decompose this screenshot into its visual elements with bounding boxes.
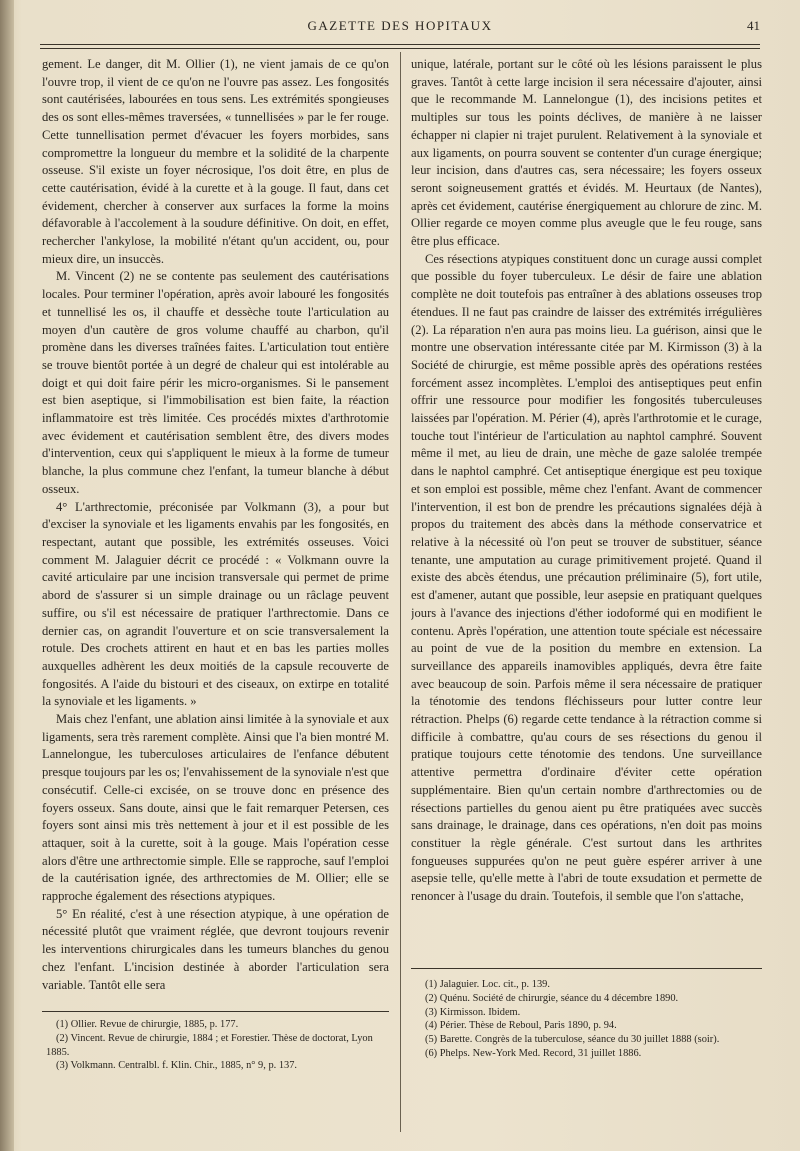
header-double-rule [40, 44, 760, 49]
footnote: (2) Vincent. Revue de chirurgie, 1884 ; et Forestier. Thèse de doctorat, Lyon 1885. [46, 1032, 373, 1058]
footnote: (1) Jalaguier. Loc. cit., p. 139. [425, 979, 550, 990]
footnote: (6) Phelps. New-York Med. Record, 31 juillet 1886. [425, 1047, 642, 1059]
paragraph: 4° L'arthrectomie, préconisée par Volkmann (3), a pour but d'exciser la synoviale et les ligaments envahis par les fongosités, en respectant, autant que possible, les extrémités osseuses. Voici comment M. Jalaguier décrit ce procédé : « Volkmann ouvre la cavité articulaire par une incision transversale qui permet de prime abord de s'assurer si un simple drainage ou un râclage peuvent suffire, ou s'il est nécessaire de pratiquer l'arthrectomie. Dans ce dernier cas, on agrandit l'ouverture et on scie transversalement la rotule. Des crochets attirent en haut et en bas les parties molles auxquelles adhèrent les deux moitiés de la capsule recouverte de fongosités. A l'aide du bistouri et des ciseaux, on extirpe en totalité la synoviale et les ligaments. » [42, 499, 389, 709]
left-column [42, 56, 389, 1001]
footnote-rule-right [411, 968, 762, 969]
footnotes-right [415, 978, 762, 1061]
page-header [40, 18, 760, 40]
footnote: (3) Volkmann. Centralbl. f. Klin. Chir., 1885, n° 9, p. 137. [56, 1060, 298, 1072]
footnotes-left [46, 1018, 389, 1073]
paragraph: 5° En réalité, c'est à une résection atypique, à une opération de nécessité plutôt que vraiment réglée, que devront toujours revenir les interventions chirurgicales dans les tumeurs blanches du genou chez l'enfant. L'incision destinée à aborder l'articulation sera variable. Tantôt elle sera [42, 906, 389, 992]
page-binding-edge [0, 0, 14, 1151]
footnote: (4) Périer. Thèse de Reboul, Paris 1890, p. 94. [425, 1020, 617, 1032]
footnote-rule-left [42, 1011, 389, 1012]
paragraph: Mais chez l'enfant, une ablation ainsi limitée à la synoviale et aux ligaments, sera très rarement complète. Ainsi que l'a bien montré M. Lannelongue, les tuberculoses articulaires de l'enfance débutent presque toujours par les os; l'envahissement de la synoviale n'est que consécutif. Celle-ci excisée, on se trouve donc en présence des foyers osseux. Sans doute, ainsi que le fait remarquer Petersen, ces foyers sont ainsi mis très nettement à jour et il est possible de les attaquer, soit à la curette, soit à la gouge. Mais l'opération cesse alors d'être une arthrectomie simple. Elle se rapproche, sauf l'emploi de la cautérisation ignée, des arthrectomies de M. Ollier; elle se rapproche également des résections atypiques. [42, 712, 389, 904]
right-column [411, 56, 762, 1001]
paragraph: gement. Le danger, dit M. Ollier (1), ne vient jamais de ce qu'on l'ouvre trop, il vient de ce qu'on ne l'ouvre pas assez. Les fongosités sont cautérisées, labourées en tous sens. Les extrémités spongieuses des os sont elles-mêmes traversées, « tunnellisées » par le fer rouge. Cette tunnellisation permet d'évacuer les foyers morbides, sans compromettre la longueur du membre et la solidité de la charpente osseuse. S'il existe un foyer nécrosique, l'os doit être, en plus de cette cautérisation, évidé à la curette et à la gouge. Il faut, dans cet évidement, chercher à conserver aux surfaces la forme la moins défavorable à l'accolement à la soudure définitive. On doit, en effet, rechercher l'ankylose, la mobilité n'étant qu'un accident, ou, pour mieux dire, un insuccès. [42, 57, 389, 266]
page-number: 41 [747, 18, 760, 33]
column-divider [400, 52, 401, 1132]
paragraph: Ces résections atypiques constituent donc un curage aussi complet que possible du foyer tuberculeux. Le désir de faire une ablation complète ne doit toutefois pas entraîner à des ablations osseuses trop étendues. Il ne faut pas craindre de laisser des extrémités irrégulières (2). La réparation n'en aura pas moins lieu. La guérison, ainsi que le montre une observation intéressante citée par M. Kirmisson (3) à la Société de chirurgie, est même possible après des opérations restées forcément assez incomplètes. L'emploi des antiseptiques peut enfin offrir une ressource pour modifier les fongosités tuberculeuses laissées par l'opération. M. Périer (4), après l'arthrotomie et le curage, touche tout l'intérieur de l'articulation au naphtol camphré. Souvent même il met, au lieu de drain, une mèche de gaze salolée trempée dans le naphtol camphré. Cet antiseptique énergique est peu toxique et son emploi est possible, même chez l'enfant. Avant de commencer l'intervention, il est bon de prendre les précautions signalées déjà à propos du traitement des abcès dans la méthode conservatrice et relative à la nécessité où l'on peut se trouver de substituer, séance tenante, une amputation au curage primitivement projeté. Quand il existe des abcès étendus, une précaution préliminaire (5), fort utile, est d'amener, autant que possible, leur asepsie en pratiquant quelques jours à l'avance des injections d'éther iodoformé qui en modifient le contenu. Après l'opération, une attention toute spéciale est nécessaire au point de vue de la position du membre en extension. La surveillance des appareils inamovibles appliqués, devra être faite avec beaucoup de soin. Parfois même il sera nécessaire de pratiquer la ténotomie des tendons fléchisseurs pour lutter contre leur rétraction. Phelps (6) regarde cette tendance à la rétraction comme si difficile à combattre, qu'au cours de ses résections du genou il pratique toujours cette ténotomie des tendons. Une surveillance attentive permettra d'ordinaire d'éviter cette opération supplémentaire. Bien qu'un certain nombre d'arthrectomies ou de résections partielles du genou aient pu être pratiquées avec succès sans drainage, le drainage, dans ces opérations, n'en doit pas moins constituer la règle générale. C'est surtout dans les arthrites fongueuses suppurées qu'on ne peut guère espérer arriver à une asepsie telle, qu'elle mette à l'abri de toute exsudation et permette de renoncer à l'usage du drain. Toutefois, il semble que l'on s'attache, [411, 251, 762, 904]
footnote: (1) Ollier. Revue de chirurgie, 1885, p. 177. [56, 1019, 239, 1030]
footnote: (2) Quénu. Société de chirurgie, séance du 4 décembre 1890. [425, 992, 679, 1004]
journal-title: GAZETTE DES HOPITAUX [307, 18, 493, 33]
footnote: (5) Barette. Congrès de la tuberculose, séance du 30 juillet 1888 (soir). [425, 1034, 720, 1046]
paragraph: M. Vincent (2) ne se contente pas seulement des cautérisations locales. Pour terminer l'opération, après avoir labouré les fongosités et tunnellisé les os, il chauffe et dessèche toute l'articulation au moyen d'un cautère de gros volume chauffé au charbon, qu'il promène dans les diverses traînées faites. L'articulation tout entière se trouve bientôt portée à un degré de chaleur qui est intolérable au doigt et qui doit faire périr les micro-organismes. Si le pansement est bien aseptique, si l'immobilisation est bien faite, la réaction inflammatoire est très limitée. Ces procédés mixtes d'arthrotomie avec évidement et cautérisation semblent être, des divers modes d'intervention, ceux qui s'appliquent le mieux à la forme de tumeur blanche, la plus commune chez l'enfant, la tumeur blanche à début osseux. [42, 269, 389, 496]
footnote: (3) Kirmisson. Ibidem. [425, 1006, 521, 1018]
paragraph: unique, latérale, portant sur le côté où les lésions paraissent le plus graves. Tantôt à cette large incision il sera nécessaire d'ajouter, ainsi que le recommande M. Lannelongue (1), des incisions petites et multiples sur tous les points déclives, de manière à ne laisser échapper ni clapier ni trajet purulent. Relativement à la synoviale et aux ligaments, on pourra souvent se contenter d'un curage énergique; leur incision, dans d'autres cas, sera nécessaire; les foyers osseux seront soigneusement grattés et évidés. M. Heurtaux (de Nantes), après cet évidement, cautérise énergiquement au chlorure de zinc. M. Ollier regarde ce moyen comme plus aveugle que le feu rouge, sans être plus efficace. [411, 57, 762, 249]
